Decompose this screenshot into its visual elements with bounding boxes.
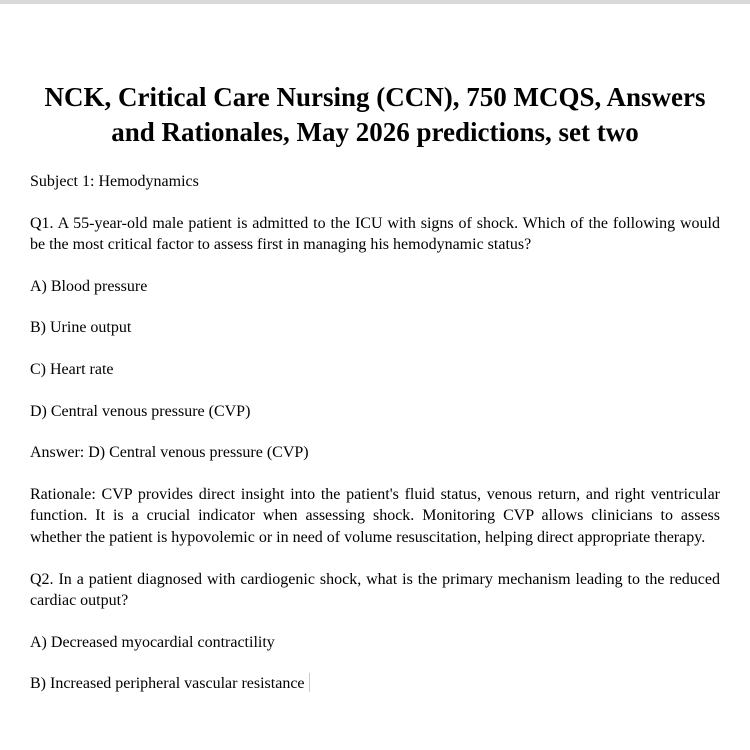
question-2-option-a: A) Decreased myocardial contractility <box>30 633 275 651</box>
question-1-option-c: C) Heart rate <box>30 360 114 378</box>
question-1-option-d: D) Central venous pressure (CVP) <box>30 402 251 420</box>
option-text: B) Increased peripheral vascular resistance <box>30 675 305 693</box>
window-top-bar <box>0 0 750 4</box>
question-1-answer: Answer: D) Central venous pressure (CVP) <box>30 444 309 462</box>
question-2-text: Q2. In a patient diagnosed with cardiogenic shock, what is the primary mechanism leading to the reduced cardiac output? <box>30 570 720 610</box>
question-1-rationale: Rationale: CVP provides direct insight into the patient's fluid status, venous return, and right ventricular function. It is a crucial indicator when assessing shock. Monitoring CVP allows clinicians to assess whether the patient is hypovolemic or in need of volume resuscitation, helping direct appropriate therapy. <box>30 485 720 546</box>
subject-heading: Subject 1: Hemodynamics <box>30 173 199 190</box>
document-title: NCK, Critical Care Nursing (CCN), 750 MCQS, Answers and Rationales, May 2026 predictions, set two <box>44 82 706 147</box>
document-page[interactable] <box>0 80 750 695</box>
question-1-option-a: A) Blood pressure <box>30 277 148 295</box>
question-1-text: Q1. A 55-year-old male patient is admitted to the ICU with signs of shock. Which of the following would be the most critical factor to assess first in managing his hemodynamic status? <box>30 214 720 254</box>
question-2-option-b <box>30 673 720 695</box>
question-1-option-b: B) Urine output <box>30 319 132 337</box>
text-caret <box>309 673 310 692</box>
